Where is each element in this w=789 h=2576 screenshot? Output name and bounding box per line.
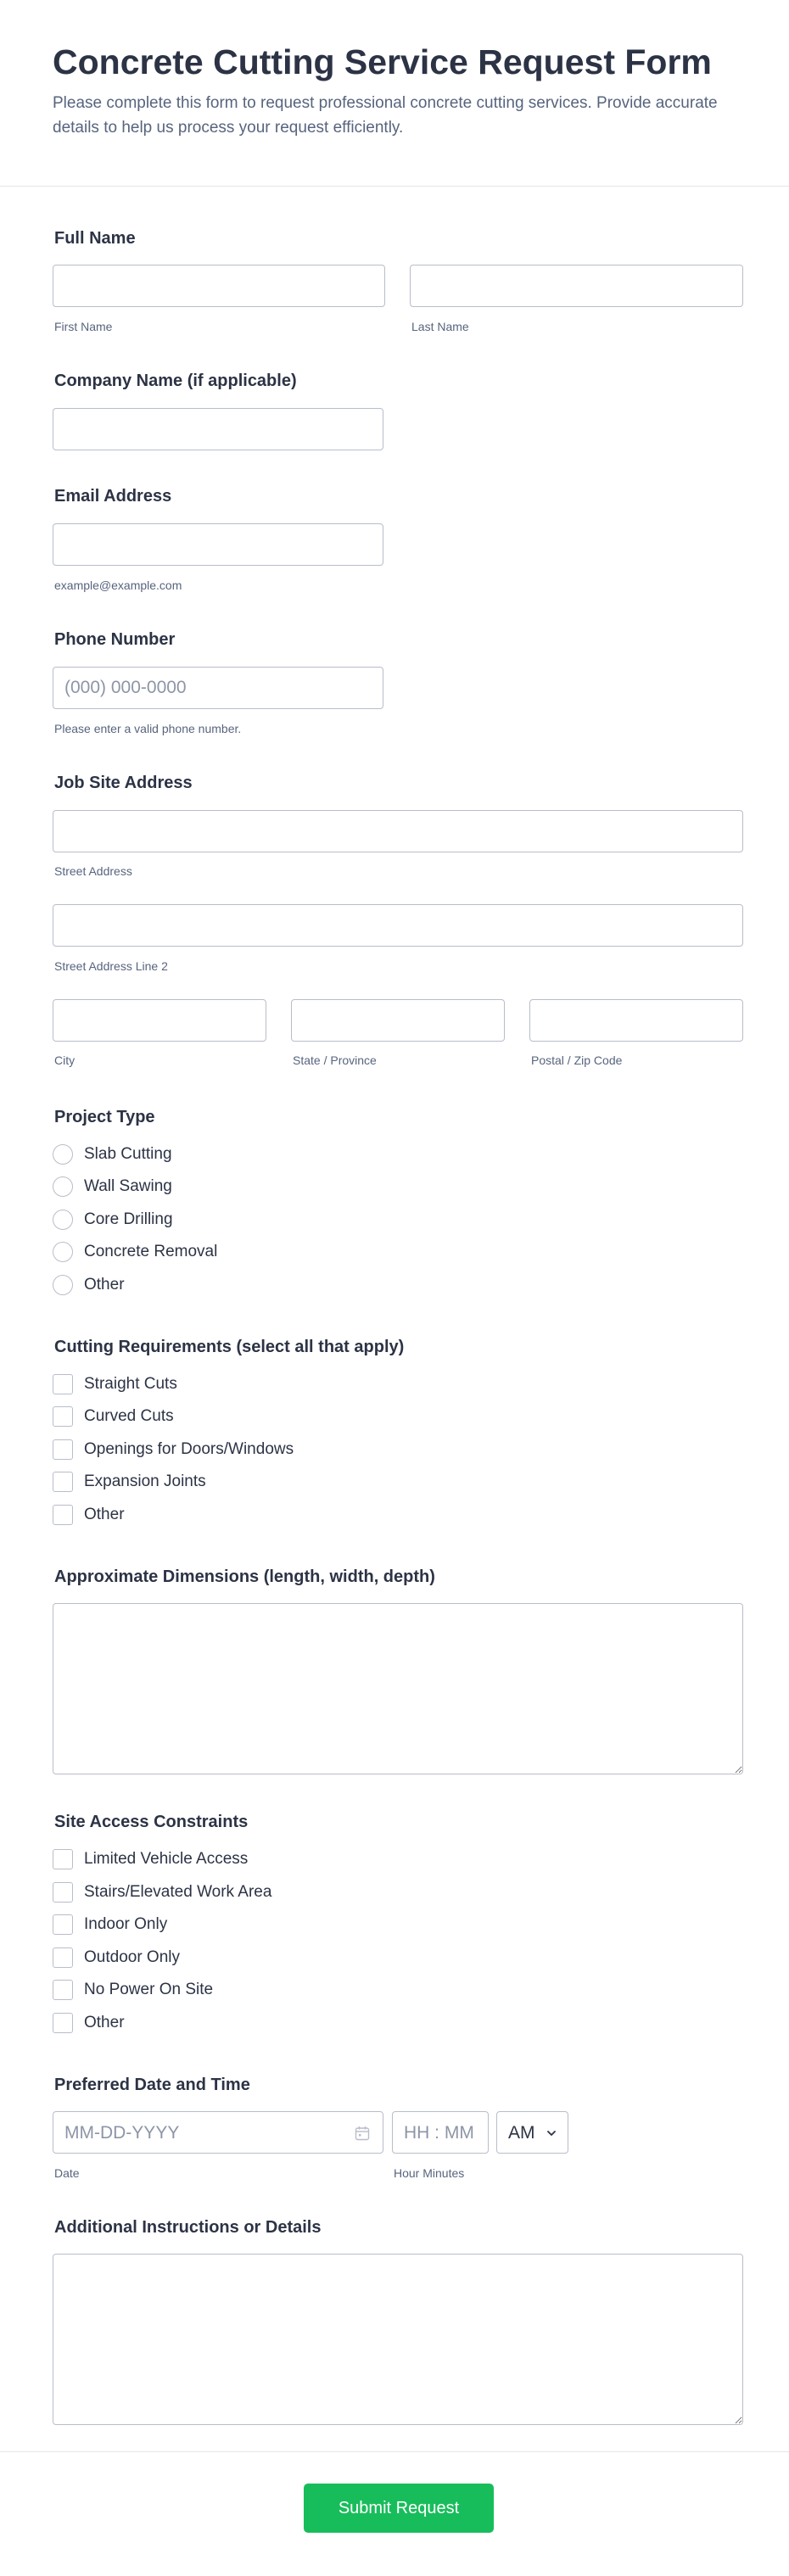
site-access-option[interactable] <box>53 1979 213 2001</box>
project-type-option[interactable] <box>53 1143 172 1165</box>
cutting-requirement-option[interactable] <box>53 1439 294 1461</box>
email-label: Email Address <box>54 487 172 506</box>
option-label: Straight Cuts <box>84 1375 177 1393</box>
zip-input[interactable] <box>529 999 743 1042</box>
last-name-sublabel: Last Name <box>411 320 469 333</box>
option-label: Curved Cuts <box>84 1407 174 1425</box>
form-title: Concrete Cutting Service Request Form <box>53 42 712 81</box>
street-address-line2-sublabel: Street Address Line 2 <box>54 959 168 973</box>
project-type-option[interactable] <box>53 1274 125 1296</box>
checkbox[interactable] <box>53 1849 73 1869</box>
option-label: Indoor Only <box>84 1915 168 1933</box>
radio-button[interactable] <box>53 1242 73 1262</box>
option-label: Concrete Removal <box>84 1243 218 1260</box>
state-sublabel: State / Province <box>293 1053 377 1067</box>
first-name-sublabel: First Name <box>54 320 113 333</box>
form-description: Please complete this form to request professional concrete cutting services. Provide accurate details to help us process your request efficiently. <box>53 94 718 137</box>
street-address-sublabel: Street Address <box>54 864 132 878</box>
dimensions-textarea[interactable] <box>53 1603 743 1774</box>
radio-button[interactable] <box>53 1144 73 1165</box>
checkbox[interactable] <box>53 1947 73 1968</box>
project-type-option[interactable] <box>53 1209 173 1231</box>
chevron-down-icon <box>546 2127 557 2139</box>
ampm-value: AM <box>508 2123 535 2143</box>
cutting-requirement-option[interactable] <box>53 1405 174 1428</box>
checkbox[interactable] <box>53 1439 73 1460</box>
option-label: Slab Cutting <box>84 1145 172 1163</box>
project-type-option[interactable] <box>53 1241 217 1263</box>
email-sublabel: example@example.com <box>54 578 182 592</box>
city-input[interactable] <box>53 999 266 1042</box>
checkbox[interactable] <box>53 1472 73 1492</box>
full-name-label: Full Name <box>54 229 136 248</box>
street-address-line2-input[interactable] <box>53 904 743 947</box>
company-name-label: Company Name (if applicable) <box>54 372 297 390</box>
checkbox[interactable] <box>53 1980 73 2000</box>
checkbox[interactable] <box>53 1914 73 1935</box>
time-placeholder: HH : MM <box>404 2123 474 2143</box>
checkbox[interactable] <box>53 2013 73 2033</box>
option-label: Expansion Joints <box>84 1472 206 1490</box>
option-label: Other <box>84 1506 125 1523</box>
radio-button[interactable] <box>53 1176 73 1197</box>
site-access-option[interactable] <box>53 1947 180 1969</box>
site-access-option[interactable] <box>53 2012 125 2034</box>
state-input[interactable] <box>291 999 505 1042</box>
radio-button[interactable] <box>53 1210 73 1230</box>
time-sublabel: Hour Minutes <box>394 2166 465 2180</box>
additional-instructions-textarea[interactable] <box>53 2254 743 2425</box>
ampm-select[interactable] <box>496 2111 568 2154</box>
checkbox[interactable] <box>53 1882 73 1903</box>
cutting-requirement-option[interactable] <box>53 1504 125 1526</box>
date-input[interactable] <box>53 2111 383 2154</box>
site-access-label: Site Access Constraints <box>54 1813 249 1831</box>
phone-label: Phone Number <box>54 630 176 649</box>
checkbox[interactable] <box>53 1406 73 1427</box>
dimensions-label: Approximate Dimensions (length, width, depth) <box>54 1567 435 1586</box>
project-type-label: Project Type <box>54 1108 155 1126</box>
footer-divider <box>0 2451 789 2452</box>
job-site-address-label: Job Site Address <box>54 774 193 792</box>
option-label: Other <box>84 2014 125 2031</box>
cutting-requirements-label: Cutting Requirements (select all that apply) <box>54 1338 405 1356</box>
option-label: Wall Sawing <box>84 1177 172 1195</box>
preferred-date-time-label: Preferred Date and Time <box>54 2076 250 2094</box>
date-placeholder: MM-DD-YYYY <box>64 2123 180 2143</box>
radio-button[interactable] <box>53 1275 73 1295</box>
checkbox[interactable] <box>53 1505 73 1525</box>
site-access-option[interactable] <box>53 1914 167 1936</box>
submit-button[interactable]: Submit Request <box>304 2484 494 2533</box>
last-name-input[interactable] <box>410 265 743 307</box>
company-name-input[interactable] <box>53 408 383 450</box>
option-label: No Power On Site <box>84 1981 214 1998</box>
option-label: Stairs/Elevated Work Area <box>84 1883 272 1901</box>
option-label: Core Drilling <box>84 1210 173 1228</box>
city-sublabel: City <box>54 1053 76 1067</box>
checkbox[interactable] <box>53 1374 73 1394</box>
phone-sublabel: Please enter a valid phone number. <box>54 722 242 735</box>
cutting-requirement-option[interactable] <box>53 1373 177 1395</box>
email-input[interactable] <box>53 523 383 566</box>
option-label: Openings for Doors/Windows <box>84 1440 294 1458</box>
phone-input[interactable] <box>53 667 383 709</box>
calendar-icon[interactable] <box>355 2126 370 2141</box>
first-name-input[interactable] <box>53 265 385 307</box>
site-access-option[interactable] <box>53 1848 248 1870</box>
form-header <box>0 0 789 187</box>
option-label: Other <box>84 1276 125 1294</box>
date-sublabel: Date <box>54 2166 80 2180</box>
site-access-option[interactable] <box>53 1881 271 1903</box>
cutting-requirement-option[interactable] <box>53 1471 206 1493</box>
project-type-option[interactable] <box>53 1176 172 1198</box>
street-address-input[interactable] <box>53 810 743 852</box>
option-label: Limited Vehicle Access <box>84 1850 249 1868</box>
time-input[interactable] <box>392 2111 489 2154</box>
option-label: Outdoor Only <box>84 1948 180 1966</box>
additional-instructions-label: Additional Instructions or Details <box>54 2218 322 2237</box>
zip-sublabel: Postal / Zip Code <box>531 1053 623 1067</box>
